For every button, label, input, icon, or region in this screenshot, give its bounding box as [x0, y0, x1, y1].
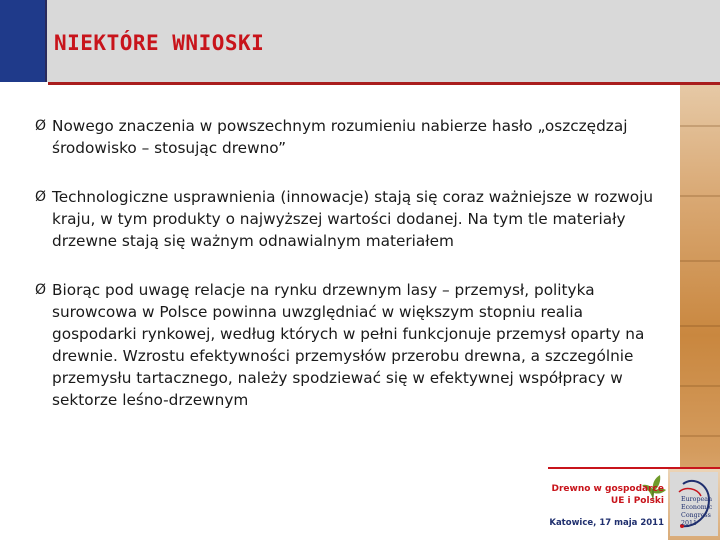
bullet-text: Technologiczne usprawnienia (innowacje) stają się coraz ważniejsze w rozwoju kraju, w tym produkty o najwyższej wartości dodanej. Na tym tle materiały drzewne stają się ważnym odnawialnym materiałem: [52, 188, 654, 250]
bullet-item: [35, 115, 655, 159]
eec-logo-line: 2011: [681, 520, 698, 527]
bullet-list: [35, 115, 655, 438]
footer-title-line1: Drewno w gospodarce: [551, 484, 664, 494]
footer-date: Katowice, 17 maja 2011: [549, 518, 664, 528]
header-accent-block: [0, 0, 46, 82]
eec-logo-line: Congress: [681, 512, 711, 519]
bullet-item: [35, 279, 655, 411]
footer-title-line2: UE i Polski: [610, 496, 664, 506]
arrow-bullet-icon: Ø: [35, 282, 47, 298]
bullet-text: Nowego znaczenia w powszechnym rozumieniu nabierze hasło „oszczędzaj środowisko – stosując drewno”: [52, 117, 628, 157]
arrow-bullet-icon: Ø: [35, 189, 47, 205]
bullet-text: Biorąc pod uwagę relacje na rynku drzewnym lasy – przemysł, polityka surowcowa w Polsce powinna uwzględniać w większym stopniu realia gospodarki rynkowej, według których w pełni funkcjonuje przemysł oparty na drewnie. Wzrostu efektywności przemysłów przerobu drewna, a szczególnie przemysłu tartacznego, należy spodziewać się w efektywnej współpracy w sektorze leśno-drzewnym: [52, 281, 645, 409]
title-underline: [48, 82, 720, 85]
eec-logo-line: Economic: [681, 504, 713, 511]
footer-divider: [548, 467, 720, 469]
eec-logo-line: European: [681, 496, 713, 503]
bullet-item: [35, 186, 655, 252]
slide-title: NIEKTÓRE WNIOSKI: [54, 31, 265, 55]
eec-logo-text: [681, 496, 712, 528]
arrow-bullet-icon: Ø: [35, 118, 47, 134]
footer-title: [552, 483, 665, 507]
